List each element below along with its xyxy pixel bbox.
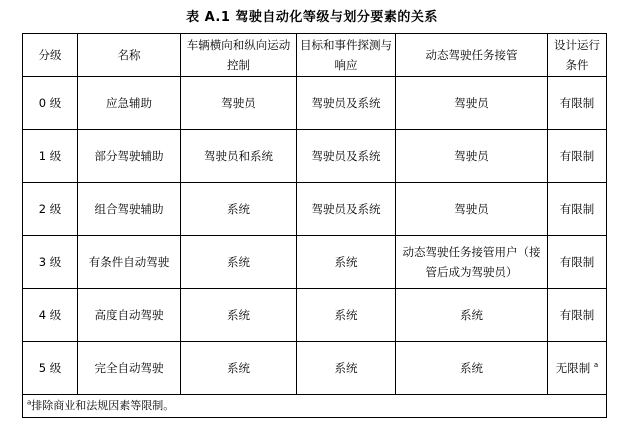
oedr-cell-text: 驾驶员及系统 bbox=[311, 149, 381, 163]
header-row bbox=[23, 34, 607, 77]
footnote-mark: a bbox=[27, 398, 32, 407]
odd-cell bbox=[548, 77, 607, 130]
odd-cell-text: 有限制 bbox=[559, 96, 595, 110]
odd-cell-text: 有限制 bbox=[559, 255, 595, 269]
odd-cell bbox=[548, 130, 607, 183]
table-row bbox=[23, 130, 607, 183]
name-cell bbox=[78, 183, 181, 236]
level-cell-text: 0 级 bbox=[38, 96, 62, 110]
fallback-cell bbox=[396, 77, 548, 130]
level-cell bbox=[23, 183, 78, 236]
odd-cell bbox=[548, 236, 607, 289]
control-cell-text: 驾驶员和系统 bbox=[204, 149, 273, 163]
name-cell bbox=[78, 236, 181, 289]
level-cell bbox=[23, 77, 78, 130]
header-oedr: 目标和事件探测与响应 bbox=[297, 34, 396, 77]
fallback-cell bbox=[396, 236, 548, 289]
automation-levels-table bbox=[22, 33, 607, 418]
control-cell bbox=[181, 130, 297, 183]
level-cell bbox=[23, 289, 78, 342]
level-cell bbox=[23, 130, 78, 183]
name-cell-text: 应急辅助 bbox=[106, 96, 152, 110]
name-cell-text: 完全自动驾驶 bbox=[94, 361, 164, 375]
name-cell-text: 有条件自动驾驶 bbox=[88, 255, 170, 269]
name-cell-text: 高度自动驾驶 bbox=[94, 308, 164, 322]
control-cell-text: 驾驶员 bbox=[221, 96, 256, 110]
oedr-cell bbox=[297, 130, 396, 183]
odd-cell-text: 无限制 bbox=[555, 361, 591, 375]
name-cell bbox=[78, 77, 181, 130]
level-cell-text: 3 级 bbox=[38, 255, 62, 269]
odd-cell bbox=[548, 289, 607, 342]
fallback-cell-text: 动态驾驶任务接管用户（接管后成为驾驶员） bbox=[402, 245, 541, 279]
fallback-cell bbox=[396, 183, 548, 236]
odd-cell-text: 有限制 bbox=[559, 202, 595, 216]
name-cell-text: 部分驾驶辅助 bbox=[94, 149, 164, 163]
level-cell bbox=[23, 342, 78, 395]
fallback-cell-text: 驾驶员 bbox=[454, 149, 489, 163]
fallback-cell bbox=[396, 130, 548, 183]
table-row bbox=[23, 236, 607, 289]
table-row bbox=[23, 342, 607, 395]
control-cell-text: 系统 bbox=[227, 361, 250, 375]
table-title: 表 A.1 驾驶自动化等级与划分要素的关系 bbox=[186, 10, 438, 25]
control-cell-text: 系统 bbox=[227, 308, 250, 322]
oedr-cell-text: 系统 bbox=[334, 361, 358, 375]
header-level: 分级 bbox=[23, 34, 78, 77]
oedr-cell bbox=[297, 289, 396, 342]
oedr-cell bbox=[297, 342, 396, 395]
oedr-cell bbox=[297, 236, 396, 289]
oedr-cell bbox=[297, 183, 396, 236]
fallback-cell-text: 驾驶员 bbox=[454, 202, 489, 216]
name-cell bbox=[78, 130, 181, 183]
control-cell-text: 系统 bbox=[227, 202, 250, 216]
level-cell-text: 5 级 bbox=[38, 361, 62, 375]
oedr-cell-text: 驾驶员及系统 bbox=[311, 96, 381, 110]
fallback-cell bbox=[396, 342, 548, 395]
footnote bbox=[23, 395, 607, 418]
table-row bbox=[23, 289, 607, 342]
footnote-reference: a bbox=[593, 361, 599, 370]
fallback-cell-text: 系统 bbox=[460, 361, 483, 375]
name-cell bbox=[78, 289, 181, 342]
level-cell-text: 1 级 bbox=[38, 149, 62, 163]
footnote-text: 排除商业和法规因素等限制。 bbox=[31, 399, 175, 412]
level-cell-text: 4 级 bbox=[38, 308, 62, 322]
level-cell bbox=[23, 236, 78, 289]
name-cell-text: 组合驾驶辅助 bbox=[94, 202, 164, 216]
odd-cell-text: 有限制 bbox=[559, 308, 595, 322]
header-lateral-longitudinal-control: 车辆横向和纵向运动控制 bbox=[181, 34, 297, 77]
header-ddt-fallback: 动态驾驶任务接管 bbox=[396, 34, 548, 77]
odd-cell-text: 有限制 bbox=[559, 149, 595, 163]
footnote-row bbox=[23, 395, 607, 418]
table-row bbox=[23, 183, 607, 236]
odd-cell bbox=[548, 183, 607, 236]
control-cell bbox=[181, 289, 297, 342]
oedr-cell bbox=[297, 77, 396, 130]
fallback-cell-text: 驾驶员 bbox=[454, 96, 489, 110]
header-odd: 设计运行条件 bbox=[548, 34, 607, 77]
control-cell-text: 系统 bbox=[227, 255, 250, 269]
control-cell bbox=[181, 77, 297, 130]
table-row bbox=[23, 77, 607, 130]
control-cell bbox=[181, 236, 297, 289]
oedr-cell-text: 系统 bbox=[334, 308, 358, 322]
control-cell bbox=[181, 183, 297, 236]
oedr-cell-text: 驾驶员及系统 bbox=[311, 202, 381, 216]
header-name: 名称 bbox=[78, 34, 181, 77]
oedr-cell-text: 系统 bbox=[334, 255, 358, 269]
fallback-cell-text: 系统 bbox=[460, 308, 483, 322]
level-cell-text: 2 级 bbox=[38, 202, 62, 216]
odd-cell bbox=[548, 342, 607, 395]
name-cell bbox=[78, 342, 181, 395]
control-cell bbox=[181, 342, 297, 395]
fallback-cell bbox=[396, 289, 548, 342]
